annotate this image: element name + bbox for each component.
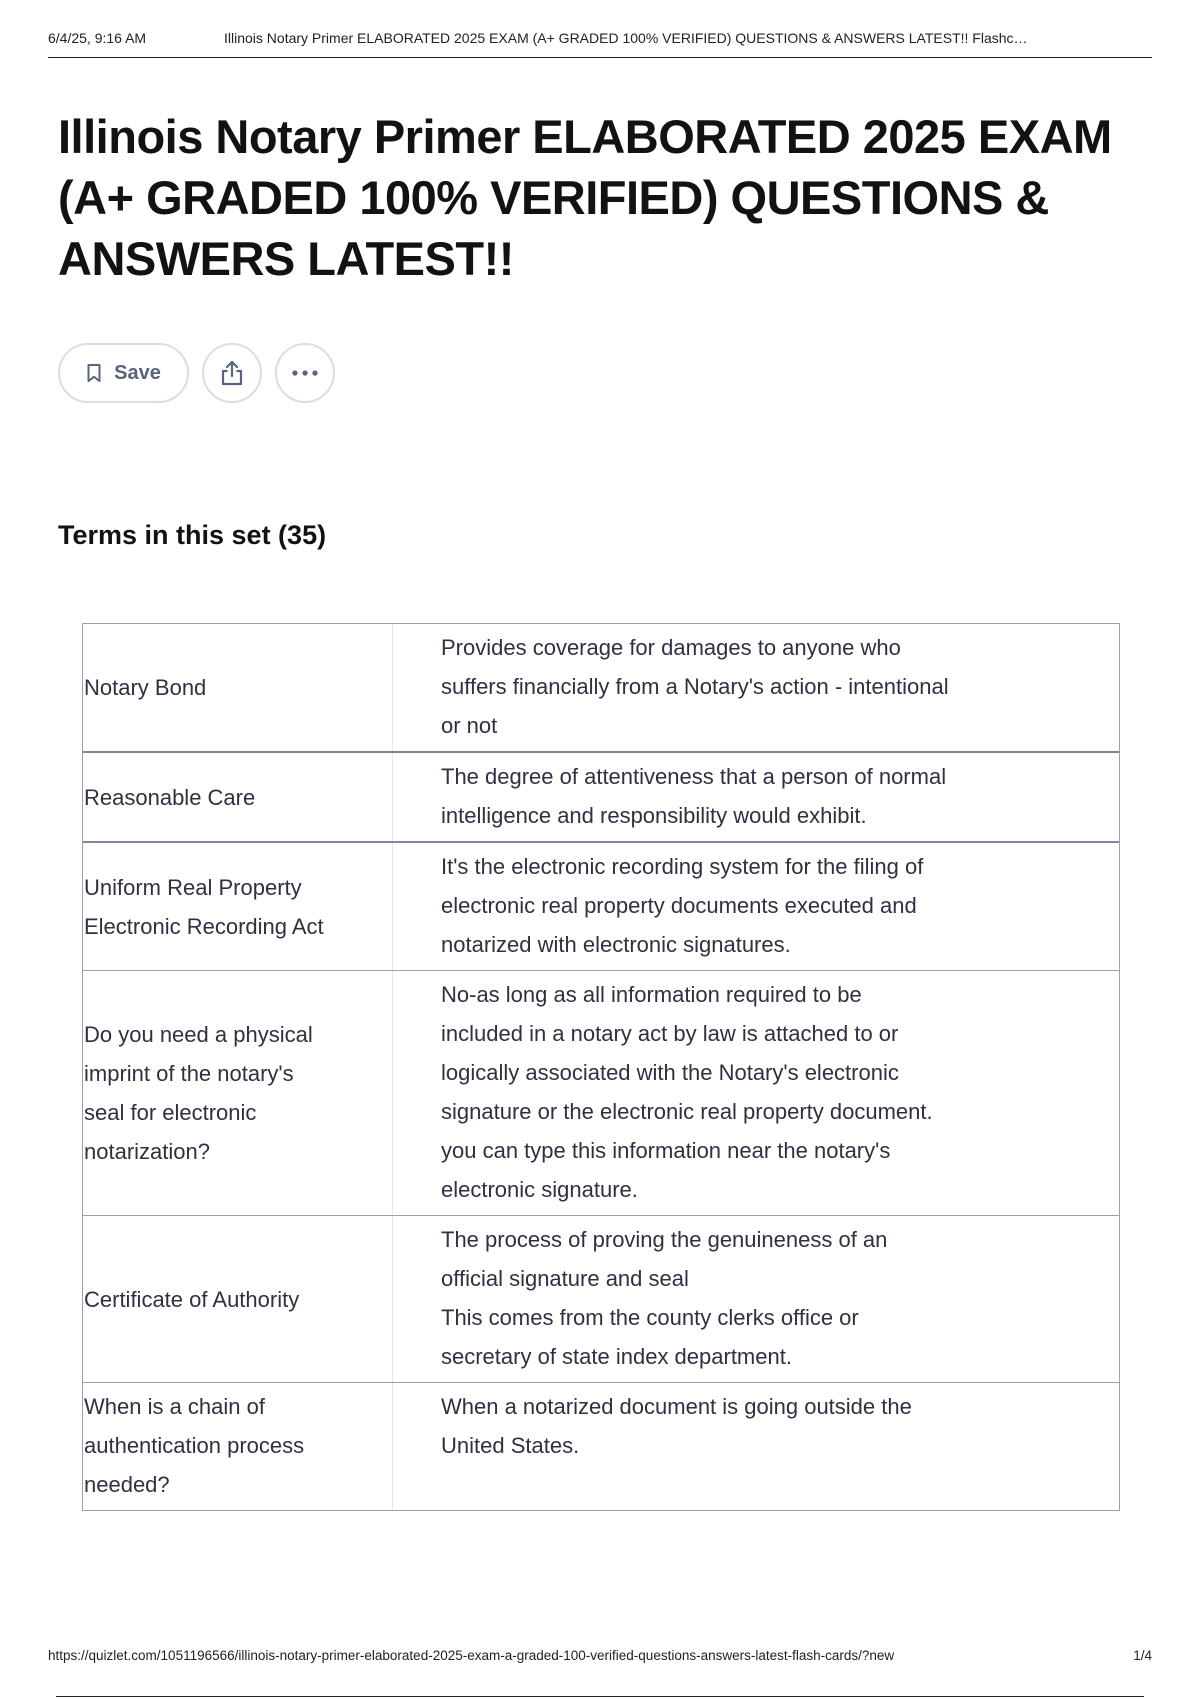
term-text: When is a chain of authentication process needed? bbox=[83, 1383, 393, 1510]
print-doc-title: Illinois Notary Primer ELABORATED 2025 EXAM (A+ GRADED 100% VERIFIED) QUESTIONS & ANSWERS LATEST!! Flashc… bbox=[224, 30, 1028, 46]
term-text: Do you need a physical imprint of the notary's seal for electronic notarization? bbox=[83, 971, 393, 1215]
term-row[interactable] bbox=[83, 1216, 1119, 1383]
definition-text: Provides coverage for damages to anyone who suffers financially from a Notary's action - intentional or not bbox=[441, 635, 949, 738]
page-title: Illinois Notary Primer ELABORATED 2025 EXAM (A+ GRADED 100% VERIFIED) QUESTIONS & ANSWERS LATEST!! bbox=[58, 110, 1112, 285]
save-button[interactable] bbox=[58, 343, 189, 403]
print-date: 6/4/25, 9:16 AM bbox=[48, 30, 147, 46]
definition-text: No-as long as all information required to be included in a notary act by law is attached to or logically associated with the Notary's electronic signature or the electronic real property document. you can type this information near the notary's electronic signature. bbox=[441, 982, 933, 1202]
term-row[interactable] bbox=[83, 1383, 1119, 1510]
term-text: Notary Bond bbox=[83, 624, 393, 751]
terms-table bbox=[82, 623, 1120, 1511]
definition-text: The degree of attentiveness that a person of normal intelligence and responsibility would exhibit. bbox=[441, 764, 947, 828]
term-row[interactable] bbox=[83, 624, 1119, 753]
print-url: https://quizlet.com/1051196566/illinois-notary-primer-elaborated-2025-exam-a-graded-100-verified-questions-answers-latest-flash-cards/?new bbox=[48, 1648, 895, 1663]
share-icon bbox=[219, 359, 245, 387]
save-label: Save bbox=[114, 361, 161, 384]
terms-heading: Terms in this set (35) bbox=[58, 520, 327, 550]
definition-text: The process of proving the genuineness of an official signature and seal This comes from the county clerks office or secretary of state index department. bbox=[441, 1227, 888, 1369]
more-horizontal-icon bbox=[291, 369, 319, 377]
definition-text: It's the electronic recording system for the filing of electronic real property documents executed and notarized with electronic signatures. bbox=[441, 854, 924, 957]
term-row[interactable] bbox=[83, 843, 1119, 971]
term-row[interactable] bbox=[83, 753, 1119, 843]
term-row[interactable] bbox=[83, 971, 1119, 1216]
bookmark-icon bbox=[86, 363, 102, 383]
footer-divider bbox=[56, 1696, 1144, 1697]
term-text: Reasonable Care bbox=[83, 753, 393, 841]
definition-text: When a notarized document is going outside the United States. bbox=[441, 1394, 912, 1458]
page-number: 1/4 bbox=[1133, 1648, 1152, 1663]
term-text: Certificate of Authority bbox=[83, 1216, 393, 1382]
print-header bbox=[48, 30, 1152, 58]
term-text: Uniform Real Property Electronic Recording Act bbox=[83, 843, 393, 970]
share-button[interactable] bbox=[202, 343, 262, 403]
more-options-button[interactable] bbox=[275, 343, 335, 403]
